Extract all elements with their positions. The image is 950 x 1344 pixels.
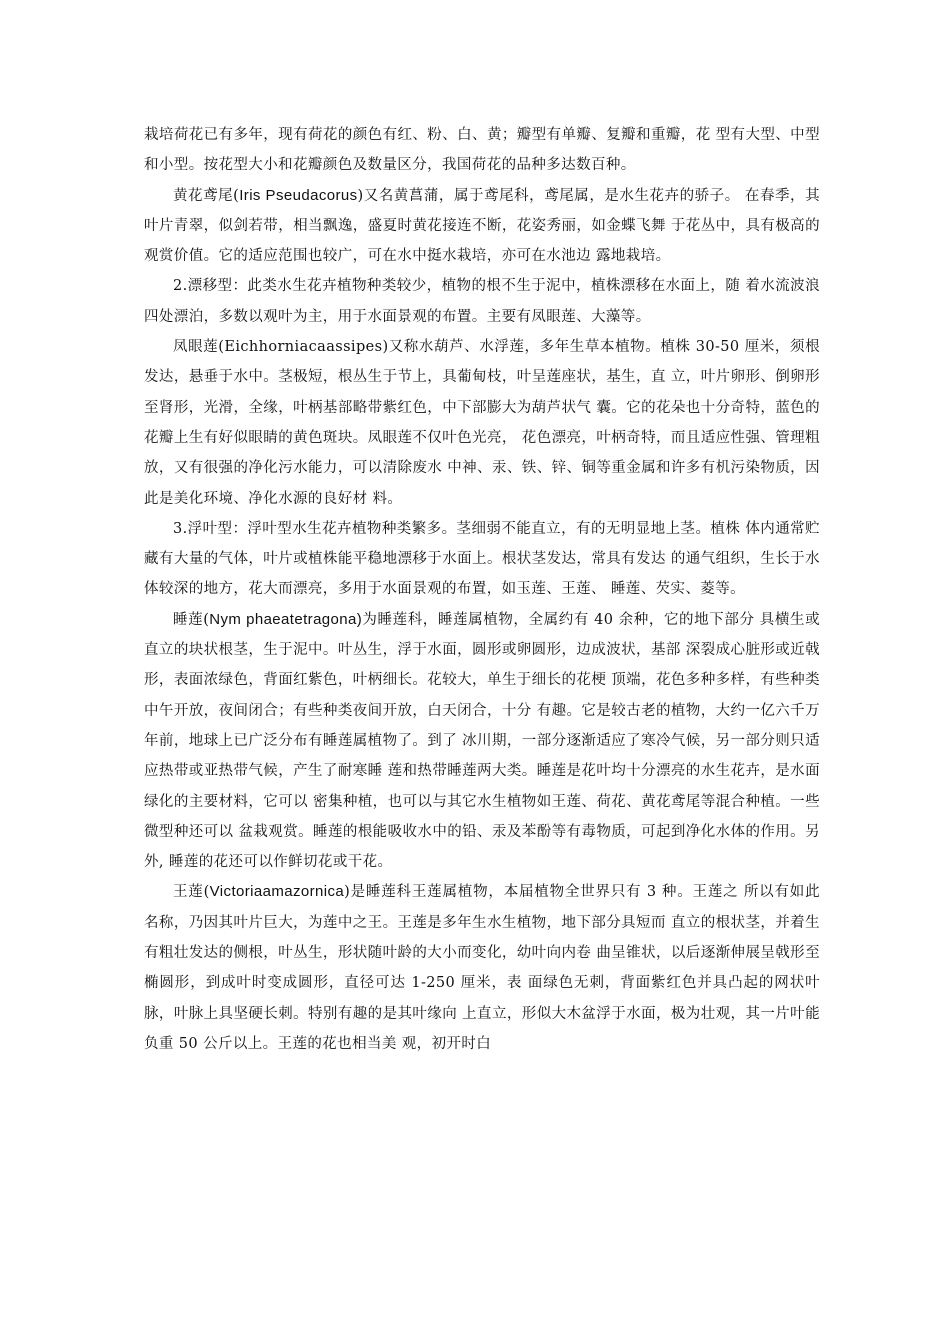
paragraph-water-lily xyxy=(144,605,820,878)
paragraph-text: 为睡莲科，睡莲属植物，全属约有 40 余种，它的地下部分 具横生或直立的块状根茎，生于泥中。叶丛生，浮于水面，圆形或卵圆形，边成波状，基部 深裂成心脏形或近戟形，表面浓绿色，背面红紫色，叶柄细长。花较大，单生于细长的花梗 顶端，花色多种多样，有些种类中午开放，夜间闭合；有些种类夜间开放，白天闭合，十分 有趣。它是较古老的植物，大约一亿六千万年前，地球上已广泛分布有睡莲属植物了。到了 冰川期，一部分逐渐适应了寒冷气候，另一部分则只适应热带或亚热带气候，产生了耐寒睡 莲和热带睡莲两大类。睡莲是花叶均十分漂亮的水生花卉，是水面绿化的主要材料，它可以 密集种植，也可以与其它水生植物如王莲、荷花、黄花鸢尾等混合种植。一些微型种还可以 盆栽观赏。睡莲的根能吸收水中的铅、汞及苯酚等有毒物质，可起到净化水体的作用。另外, 睡莲的花还可以作鲜切花或干花。 xyxy=(144,611,821,871)
paragraph-floating-type xyxy=(144,271,820,332)
latin-name: Nym phaeatetragona) xyxy=(209,610,363,628)
latin-name: Victoriaamazornica xyxy=(209,883,345,901)
paragraph-victoria-lily xyxy=(144,877,820,1059)
paragraph-text: 凤眼莲(Eichhorniacaassipes)又称水葫芦、水浮莲，多年生草本植物。植株 30-50 厘米，须根发达，悬垂于水中。茎极短，根丛生于节上，具葡甸枝，叶呈莲座状，基生，直 立，叶片卵形、倒卵形至肾形，光滑，全缘，叶柄基部略带紫红色，中下部膨大为葫芦状气 囊。它的花朵也十分奇特，蓝色的花瓣上生有好似眼睛的黄色斑块。凤眼莲不仅叶色光亮， 花色漂亮，叶柄奇特，而且适应性强、管理粗放，又有很强的净化污水能力，可以清除废水 中神、汞、铁、锌、铜等重金属和许多有机污染物质，因此是美化环境、净化水源的良好材 料。 xyxy=(144,339,820,507)
document-body xyxy=(144,120,820,1059)
paragraph-text: 2.漂移型：此类水生花卉植物种类较少，植物的根不生于泥中，植株漂移在水面上，随 着水流波浪四处漂泊，多数以观叶为主，用于水面景观的布置。主要有凤眼莲、大藻等。 xyxy=(144,278,820,325)
paragraph-water-hyacinth xyxy=(144,332,820,514)
paragraph-text: )是睡莲科王莲属植物，本届植物全世界只有 3 种。王莲之 所以有如此名称，乃因其叶片巨大，为莲中之王。王莲是多年生水生植物，地下部分具短而 直立的根状茎，并着生有粗壮发达的侧根，叶丛生，形状随叶龄的大小而变化，幼叶向内卷 曲呈锥状，以后逐渐伸展呈戟形至椭圆形，到成叶时变成圆形，直径可达 1-250 厘米，表 面绿色无刺，背面紫红色并具凸起的网状叶脉，叶脉上具坚硬长刺。特别有趣的是其叶缘向 上直立，形似大木盆浮于水面，极为壮观，其一片叶能负重 50 公斤以上。王莲的花也相当美 观，初开时白 xyxy=(144,884,820,1052)
paragraph-text: 黄花鸢尾( xyxy=(173,187,240,204)
paragraph-lotus-varieties xyxy=(144,120,820,181)
paragraph-yellow-iris xyxy=(144,181,820,272)
paragraph-text: 栽培荷花已有多年，现有荷花的颜色有红、粉、白、黄；瓣型有单瓣、复瓣和重瓣，花 型有大型、中型和小型。按花型大小和花瓣颜色及数量区分，我国荷花的品种多达数百种。 xyxy=(144,127,820,174)
paragraph-floating-leaf-type xyxy=(144,514,820,605)
paragraph-text: 睡莲( xyxy=(173,611,210,628)
paragraph-text: 王莲( xyxy=(173,884,210,901)
latin-name: Iris Pseudacorus xyxy=(239,186,358,204)
paragraph-text: 3.浮叶型：浮叶型水生花卉植物种类繁多。茎细弱不能直立，有的无明显地上茎。植株 体内通常贮藏有大量的气体，叶片或植株能平稳地漂移于水面上。根状茎发达，常具有发达 的通气组织，生长于水体较深的地方，花大而漂亮，多用于水面景观的布置，如玉莲、王莲、 睡莲、芡实、菱等。 xyxy=(144,520,820,598)
paragraph-text: )又名黄菖蒲，属于鸢尾科，鸢尾属，是水生花卉的骄子。 在春季，其叶片青翠，似剑若带，相当飘逸，盛夏时黄花接连不断，花姿秀丽，如金蝶飞舞 于花丛中，具有极高的观赏价值。它的适应范围也较广，可在水中挺水栽培，亦可在水池边 露地栽培。 xyxy=(144,187,820,265)
